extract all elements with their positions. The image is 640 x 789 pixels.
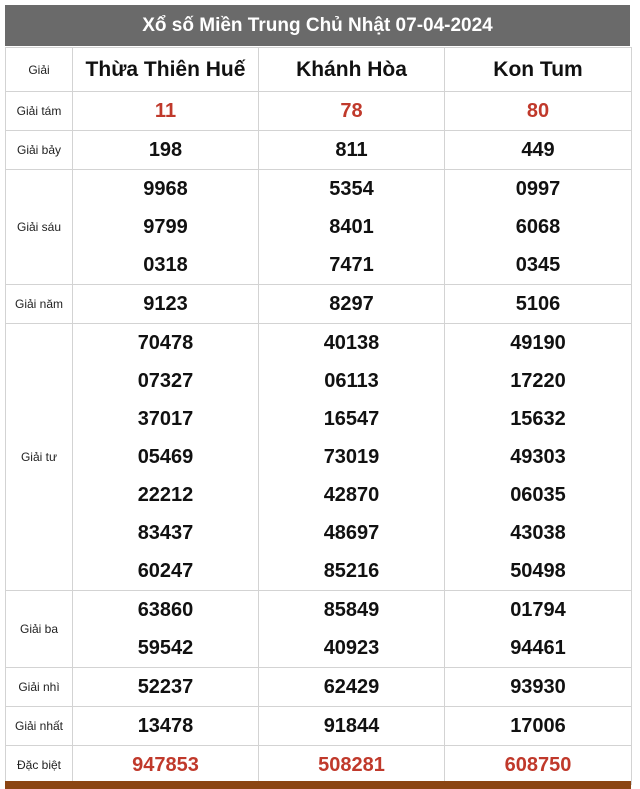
result-number: 43038	[510, 522, 566, 544]
result-number: 0345	[515, 254, 561, 276]
result-number: 85849	[323, 599, 380, 621]
result-cell	[445, 131, 632, 170]
province-header[interactable]: Khánh Hòa	[259, 48, 445, 92]
prize-label: Đặc biệt	[6, 746, 73, 785]
prize-label: Giải tư	[6, 324, 73, 591]
special-prize-number: 608750	[504, 754, 572, 776]
province-header[interactable]: Thừa Thiên Huế	[73, 48, 259, 92]
result-cell	[259, 131, 445, 170]
result-cell	[73, 92, 259, 131]
result-number: 16547	[323, 408, 380, 430]
result-cell	[73, 746, 259, 785]
result-number: 40923	[323, 637, 380, 659]
result-number: 9799	[143, 216, 188, 238]
result-number: 8297	[329, 293, 374, 315]
prize-label: Giải bảy	[6, 131, 73, 170]
result-cell	[73, 324, 259, 591]
result-cell	[259, 746, 445, 785]
result-number: 6068	[515, 216, 561, 238]
result-number: 05469	[137, 446, 194, 468]
result-number: 7471	[329, 254, 374, 276]
result-cell	[73, 285, 259, 324]
result-number: 37017	[137, 408, 194, 430]
result-cell	[445, 591, 632, 668]
results-table	[5, 47, 632, 785]
result-number: 93930	[510, 676, 566, 698]
result-cell	[445, 285, 632, 324]
prize-label: Giải ba	[6, 591, 73, 668]
special-prize-number: 508281	[318, 754, 385, 776]
result-number: 198	[148, 139, 183, 161]
result-cell	[73, 707, 259, 746]
result-number: 11	[154, 100, 177, 122]
result-number: 78	[340, 100, 363, 122]
result-cell	[259, 170, 445, 285]
prize-row-giai-nhi	[6, 668, 632, 707]
prize-row-giai-nhat	[6, 707, 632, 746]
result-cell	[73, 668, 259, 707]
result-number: 07327	[137, 370, 194, 392]
result-cell	[445, 707, 632, 746]
result-number: 52237	[137, 676, 194, 698]
prize-row-giai-sau	[6, 170, 632, 285]
result-number: 13478	[137, 715, 194, 737]
result-number: 70478	[137, 332, 194, 354]
result-number: 73019	[323, 446, 380, 468]
prize-row-dac-biet	[6, 746, 632, 785]
result-number: 40138	[323, 332, 380, 354]
result-number: 0318	[143, 254, 188, 276]
result-cell	[259, 668, 445, 707]
result-number: 9123	[143, 293, 188, 315]
result-cell	[445, 668, 632, 707]
result-cell	[73, 170, 259, 285]
result-number: 85216	[323, 560, 380, 582]
result-number: 15632	[510, 408, 566, 430]
result-number: 17006	[510, 715, 566, 737]
prize-row-giai-bay	[6, 131, 632, 170]
result-number: 49190	[510, 332, 566, 354]
prize-row-giai-tam	[6, 92, 632, 131]
result-cell	[73, 131, 259, 170]
province-header[interactable]: Kon Tum	[445, 48, 632, 92]
result-number: 22212	[137, 484, 194, 506]
result-number: 5354	[329, 178, 374, 200]
result-number: 60247	[137, 560, 194, 582]
prize-row-giai-ba	[6, 591, 632, 668]
result-number: 449	[521, 139, 555, 161]
result-number: 49303	[510, 446, 566, 468]
result-number: 63860	[137, 599, 194, 621]
result-number: 9968	[143, 178, 188, 200]
footer-bar	[5, 781, 631, 789]
result-cell	[445, 170, 632, 285]
prize-label: Giải tám	[6, 92, 73, 131]
prize-label: Giải năm	[6, 285, 73, 324]
result-number: 8401	[329, 216, 374, 238]
result-number: 06035	[510, 484, 566, 506]
header-row	[6, 48, 632, 92]
result-cell	[73, 591, 259, 668]
result-cell	[259, 707, 445, 746]
result-cell	[445, 746, 632, 785]
result-number: 5106	[515, 293, 561, 315]
result-number: 01794	[510, 599, 566, 621]
result-number: 94461	[510, 637, 566, 659]
result-number: 17220	[510, 370, 566, 392]
result-cell	[259, 285, 445, 324]
prize-row-giai-tu	[6, 324, 632, 591]
prize-row-giai-nam	[6, 285, 632, 324]
page-title: Xổ số Miền Trung Chủ Nhật 07-04-2024	[5, 5, 630, 46]
result-number: 50498	[510, 560, 566, 582]
result-cell	[259, 591, 445, 668]
result-number: 62429	[323, 676, 380, 698]
result-number: 80	[526, 100, 550, 122]
result-number: 0997	[515, 178, 561, 200]
prize-label: Giải sáu	[6, 170, 73, 285]
result-cell	[259, 324, 445, 591]
prize-label: Giải nhì	[6, 668, 73, 707]
result-number: 42870	[323, 484, 380, 506]
result-number: 06113	[324, 370, 379, 392]
result-number: 91844	[323, 715, 380, 737]
prize-column-header: Giải	[6, 48, 73, 92]
result-number: 59542	[137, 637, 194, 659]
result-cell	[259, 92, 445, 131]
result-number: 48697	[323, 522, 380, 544]
prize-label: Giải nhất	[6, 707, 73, 746]
special-prize-number: 947853	[132, 754, 199, 776]
result-number: 811	[335, 139, 368, 161]
result-number: 83437	[137, 522, 194, 544]
result-cell	[445, 324, 632, 591]
result-cell	[445, 92, 632, 131]
